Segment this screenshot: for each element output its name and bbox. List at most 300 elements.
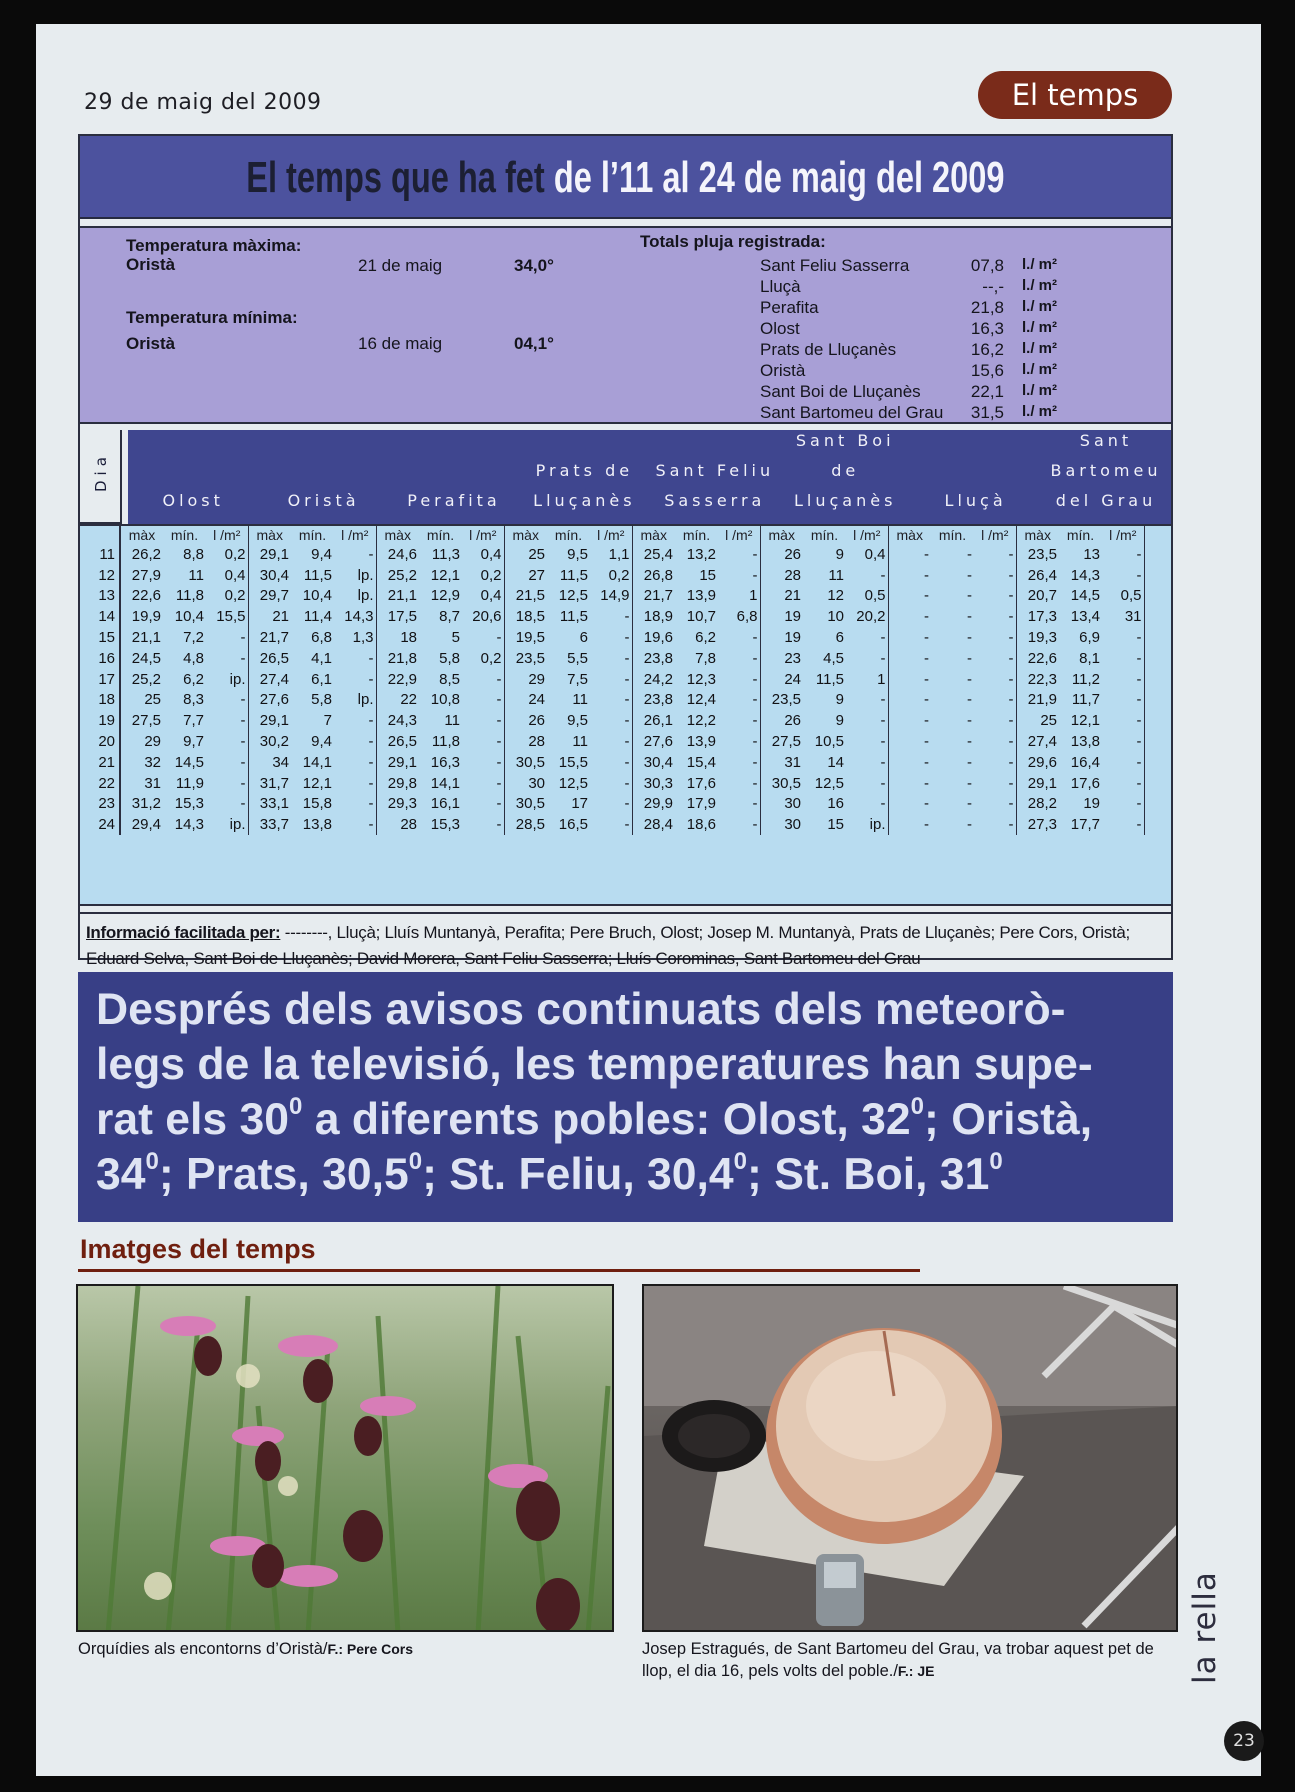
puffball-photo-credit: F.: JE	[897, 1663, 935, 1679]
data-cell: 26	[528, 712, 545, 730]
column-subheader: l /m²	[974, 526, 1016, 544]
data-cell: 11,3	[431, 545, 460, 563]
data-cell: 10,7	[686, 608, 716, 626]
table-row	[80, 586, 1144, 607]
station-header-line: Perafita	[407, 491, 501, 510]
tmin-label: Temperatura mínima:	[126, 308, 298, 327]
station-header-line: Sant Boi de	[795, 431, 895, 480]
data-cell: -	[462, 710, 504, 731]
tmax-label: Temperatura màxima:	[126, 236, 302, 255]
data-cell: 13	[1083, 545, 1100, 563]
data-cell: -	[590, 606, 632, 627]
data-cell: 11	[572, 733, 588, 751]
data-cell: 25,2	[387, 566, 417, 584]
data-cell: -	[718, 544, 760, 565]
data-cell: 22,6	[131, 587, 161, 605]
data-cell: 21,5	[515, 587, 545, 605]
data-cell: 31	[1102, 606, 1144, 627]
orchid-caption	[78, 1638, 618, 1660]
column-subheader: l /m²	[846, 526, 888, 544]
tmin-place: Oristà	[126, 334, 176, 353]
contributors-note	[80, 912, 1171, 968]
data-cell: 13,8	[302, 816, 332, 834]
rain-total-row	[760, 256, 1100, 277]
data-cell: -	[846, 773, 888, 794]
data-cell: lp.	[334, 565, 376, 586]
rain-total-place: Olost	[760, 319, 800, 338]
rain-total-unit: l./ m²	[1022, 382, 1058, 399]
data-cell: 4,8	[183, 649, 204, 667]
data-cell: 23,8	[643, 649, 673, 667]
data-cell: -	[924, 649, 929, 667]
table-row	[80, 648, 1144, 669]
data-cell: -	[462, 794, 504, 815]
data-cell: 11,7	[1071, 691, 1100, 709]
data-cell: 14,3	[1070, 566, 1100, 584]
data-cell: -	[974, 752, 1016, 773]
column-subheader: màx	[128, 527, 156, 543]
data-cell: 15,8	[302, 795, 332, 813]
station-header	[780, 396, 910, 516]
station-header-line	[128, 426, 258, 456]
data-cell: 27	[528, 566, 545, 584]
column-subheader: mín.	[682, 527, 711, 543]
data-cell: 12,3	[686, 670, 716, 688]
column-subheader: mín.	[554, 527, 583, 543]
data-cell: 20,6	[462, 606, 504, 627]
data-cell: 12,1	[430, 566, 460, 584]
data-cell: 8,7	[439, 608, 460, 626]
data-cell: -	[967, 649, 972, 667]
data-cell: -	[206, 731, 248, 752]
data-cell: -	[924, 629, 929, 647]
rain-total-row	[760, 319, 1100, 340]
headline-text	[96, 982, 1156, 1202]
column-subheader: l /m²	[334, 526, 376, 544]
data-cell: 26	[784, 545, 801, 563]
rain-total-unit: l./ m²	[1022, 319, 1058, 336]
newspaper-page	[36, 24, 1261, 1776]
rain-total-place: Sant Bartomeu del Grau	[760, 403, 944, 422]
data-cell: -	[967, 795, 972, 813]
data-cell: 22,9	[387, 670, 417, 688]
station-header-line: Sasserra	[664, 491, 766, 510]
column-subheader: mín.	[170, 527, 199, 543]
data-cell: 21	[784, 587, 801, 605]
data-cell: 30,5	[515, 795, 545, 813]
data-cell: -	[967, 753, 972, 771]
data-cell: 7,5	[567, 670, 588, 688]
data-cell: 23,5	[1027, 545, 1057, 563]
data-cell: 10,4	[174, 608, 204, 626]
data-cell: -	[718, 752, 760, 773]
data-cell: 8,5	[439, 670, 460, 688]
rain-total-value: 16,3	[970, 319, 1004, 338]
data-cell: -	[846, 710, 888, 731]
data-cell: 15,3	[430, 816, 460, 834]
data-cell: 27,5	[771, 733, 801, 751]
data-cell: 31,7	[259, 774, 289, 792]
data-cell: -	[1102, 648, 1144, 669]
data-cell: -	[1102, 544, 1144, 565]
data-cell: -	[974, 565, 1016, 586]
data-cell: 19,5	[515, 629, 545, 647]
data-cell: 26,5	[387, 733, 417, 751]
data-cell: -	[462, 752, 504, 773]
data-cell: -	[718, 690, 760, 711]
day-cell: 20	[80, 731, 120, 752]
data-cell: -	[718, 565, 760, 586]
data-cell: -	[846, 627, 888, 648]
data-cell: 1,3	[334, 627, 376, 648]
table-row	[80, 814, 1144, 835]
day-cell: 23	[80, 794, 120, 815]
data-cell: -	[334, 731, 376, 752]
report-title-dark: El temps que ha fet	[246, 153, 545, 202]
data-cell: 1	[718, 586, 760, 607]
data-cell: -	[924, 545, 929, 563]
data-cell: -	[924, 712, 929, 730]
data-cell: 5,8	[311, 691, 332, 709]
summary-panel	[80, 226, 1171, 424]
station-header-line: Prats de	[535, 461, 634, 480]
data-cell: 16,5	[558, 816, 588, 834]
data-cell: 6	[835, 629, 844, 647]
table-row	[80, 710, 1144, 731]
data-cell: 27,4	[259, 670, 289, 688]
data-cell: 13,9	[686, 733, 716, 751]
day-cell: 18	[80, 690, 120, 711]
data-cell: 18	[400, 629, 417, 647]
data-cell: -	[334, 648, 376, 669]
data-cell: 5,5	[567, 649, 588, 667]
station-header-line	[780, 396, 910, 426]
column-subheader: mín.	[938, 527, 967, 543]
data-cell: -	[462, 627, 504, 648]
data-cell: -	[462, 773, 504, 794]
report-title-light: de l’11 al 24 de maig del 2009	[553, 153, 1005, 202]
data-cell: -	[590, 690, 632, 711]
data-cell: -	[924, 733, 929, 751]
day-column-header	[80, 430, 120, 524]
orchid-photo	[76, 1284, 614, 1632]
data-cell: 9,5	[567, 712, 588, 730]
data-cell: 15,5	[558, 753, 588, 771]
data-cell: 21	[272, 608, 289, 626]
data-cell: -	[1102, 565, 1144, 586]
data-cell: -	[974, 648, 1016, 669]
data-cell: 7,2	[183, 629, 204, 647]
data-cell: 25	[144, 691, 161, 709]
data-cell: 11,8	[175, 587, 204, 605]
images-section-rule	[78, 1269, 920, 1272]
data-cell: -	[1102, 814, 1144, 835]
tmax-value: 34,0°	[514, 256, 554, 275]
data-cell: 28	[528, 733, 545, 751]
station-header-line	[258, 426, 388, 456]
data-cell: -	[1102, 794, 1144, 815]
station-header-line: Oristà	[287, 491, 360, 510]
data-cell: 8,3	[183, 691, 204, 709]
data-cell: 21,8	[387, 649, 417, 667]
data-cell: 28	[400, 816, 417, 834]
data-cell: 12,5	[558, 774, 588, 792]
data-cell: -	[590, 648, 632, 669]
day-subheader	[80, 526, 120, 544]
data-cell: 28,5	[515, 816, 545, 834]
data-cell: 29,8	[387, 774, 417, 792]
data-cell: -	[846, 565, 888, 586]
data-cell: 29,1	[1027, 774, 1057, 792]
data-cell: 8,8	[183, 545, 204, 563]
data-cell: -	[974, 710, 1016, 731]
data-cell: 6,2	[183, 670, 204, 688]
data-cell: 26,5	[259, 649, 289, 667]
data-cell: 20,7	[1027, 587, 1057, 605]
data-cell: -	[206, 710, 248, 731]
data-cell: 29,1	[259, 712, 289, 730]
data-cell: 30	[528, 774, 545, 792]
issue-date: 29 de maig del 2009	[84, 90, 322, 115]
day-cell: 11	[80, 544, 120, 565]
weather-report-box	[78, 134, 1173, 968]
data-cell: 16	[827, 795, 844, 813]
data-cell: 31	[784, 753, 801, 771]
data-cell: 15,3	[174, 795, 204, 813]
data-cell: 0,2	[206, 586, 248, 607]
column-subheader: màx	[640, 527, 667, 543]
day-column-label: Dia	[92, 452, 110, 492]
data-cell: 19	[784, 629, 801, 647]
rain-total-unit: l./ m²	[1022, 340, 1058, 357]
data-cell: 29,9	[643, 795, 673, 813]
column-subheader: l /m²	[590, 526, 632, 544]
data-cell: 16,3	[430, 753, 460, 771]
data-cell: 25	[1040, 712, 1057, 730]
data-cell: 9	[835, 545, 844, 563]
data-cell: 9,7	[183, 733, 204, 751]
table-row	[80, 731, 1144, 752]
data-cell: 22	[400, 691, 417, 709]
data-cell: 22,6	[1027, 649, 1057, 667]
data-cell: 18,6	[686, 816, 716, 834]
report-banner	[80, 136, 1171, 219]
column-subheader: l /m²	[462, 526, 504, 544]
contributors-label: Informació facilitada per:	[86, 923, 281, 942]
rain-total-place: Oristà	[760, 361, 806, 380]
table-row	[80, 544, 1144, 565]
data-cell: 12,9	[430, 587, 460, 605]
table-row	[80, 669, 1144, 690]
data-cell: 9,4	[311, 733, 332, 751]
data-cell: 27,3	[1027, 816, 1057, 834]
data-cell: 14,9	[590, 586, 632, 607]
station-header-line	[910, 456, 1040, 486]
weather-table	[80, 524, 1171, 906]
data-cell: 11,2	[1071, 670, 1100, 688]
data-cell: 6,1	[311, 670, 332, 688]
data-cell: 15	[699, 566, 716, 584]
data-cell: 8,1	[1079, 649, 1100, 667]
rain-total-value: 07,8	[970, 256, 1004, 275]
data-cell: -	[1102, 731, 1144, 752]
data-cell: -	[334, 710, 376, 731]
rain-total-row	[760, 277, 1100, 298]
data-cell: 17,7	[1070, 816, 1100, 834]
images-section-title: Imatges del temps	[80, 1234, 316, 1264]
station-header	[258, 426, 388, 516]
data-cell: 11	[444, 712, 460, 730]
rain-total-row	[760, 361, 1100, 382]
rain-total-row	[760, 298, 1100, 319]
data-cell: -	[924, 691, 929, 709]
data-cell: 11,5	[559, 566, 588, 584]
data-cell: 5	[451, 629, 460, 647]
data-cell: 6,8	[311, 629, 332, 647]
data-cell: 0,4	[462, 544, 504, 565]
data-cell: -	[967, 670, 972, 688]
data-cell: 29,1	[259, 545, 289, 563]
data-cell: -	[1102, 752, 1144, 773]
data-cell: 11,5	[303, 566, 332, 584]
data-cell: 14,3	[174, 816, 204, 834]
data-cell: 31,2	[131, 795, 161, 813]
data-cell: 11,9	[175, 774, 204, 792]
data-cell: 10,5	[814, 733, 844, 751]
data-cell: 10,4	[302, 587, 332, 605]
rain-total-unit: l./ m²	[1022, 361, 1058, 378]
data-cell: 27,5	[131, 712, 161, 730]
data-cell: -	[334, 669, 376, 690]
data-cell: 27,4	[1027, 733, 1057, 751]
data-cell: -	[974, 627, 1016, 648]
day-cell: 14	[80, 606, 120, 627]
column-subheader: mín.	[810, 527, 839, 543]
data-cell: -	[206, 752, 248, 773]
data-cell: 22,3	[1027, 670, 1057, 688]
station-header-line	[650, 426, 780, 456]
data-cell: -	[924, 816, 929, 834]
data-cell: -	[718, 814, 760, 835]
column-subheader: l /m²	[718, 526, 760, 544]
data-cell: 27,9	[131, 566, 161, 584]
rain-total-row	[760, 340, 1100, 361]
data-cell: 0,4	[846, 544, 888, 565]
rain-total-value: 15,6	[970, 361, 1004, 380]
station-header-line	[910, 426, 1040, 456]
data-cell: 24	[528, 691, 545, 709]
data-cell: 0,2	[462, 648, 504, 669]
data-cell: 6,2	[695, 629, 716, 647]
data-cell: -	[334, 814, 376, 835]
data-cell: 15,5	[206, 606, 248, 627]
data-cell: -	[462, 690, 504, 711]
data-cell: 27,6	[643, 733, 673, 751]
tmax-date: 21 de maig	[358, 256, 443, 275]
data-cell: 12,4	[686, 691, 716, 709]
data-cell: 0,5	[1102, 586, 1144, 607]
data-cell: 4,1	[311, 649, 332, 667]
column-subheader: mín.	[298, 527, 327, 543]
data-cell: 11	[188, 566, 204, 584]
data-cell: 0,2	[462, 565, 504, 586]
data-cell: -	[967, 712, 972, 730]
data-cell: 27,6	[259, 691, 289, 709]
rain-total-value: --,-	[982, 277, 1004, 296]
station-header-line: del Grau	[1055, 491, 1157, 510]
data-cell: 10,8	[430, 691, 460, 709]
data-cell: 7,8	[695, 649, 716, 667]
data-cell: 12,1	[1070, 712, 1100, 730]
day-cell: 24	[80, 814, 120, 835]
data-cell: 0,2	[206, 544, 248, 565]
data-cell: -	[967, 608, 972, 626]
data-cell: -	[924, 795, 929, 813]
data-cell: 14,3	[334, 606, 376, 627]
data-cell: -	[334, 773, 376, 794]
data-cell: 25,2	[131, 670, 161, 688]
data-cell: 29,3	[387, 795, 417, 813]
data-cell: 12	[827, 587, 844, 605]
day-cell: 22	[80, 773, 120, 794]
data-cell: 25	[528, 545, 545, 563]
page-number: 23	[1224, 1721, 1264, 1761]
station-header	[1041, 426, 1171, 516]
data-cell: 9	[835, 712, 844, 730]
data-cell: ip.	[206, 814, 248, 835]
tmax-place: Oristà	[126, 255, 176, 274]
data-cell: -	[206, 773, 248, 794]
data-cell: -	[967, 691, 972, 709]
data-cell: -	[462, 731, 504, 752]
data-cell: -	[334, 544, 376, 565]
data-cell: 24,5	[131, 649, 161, 667]
column-subheader: màx	[1024, 527, 1051, 543]
data-cell: 11,5	[815, 670, 844, 688]
data-cell: 29,7	[259, 587, 289, 605]
data-cell: 14,5	[1070, 587, 1100, 605]
data-cell: -	[590, 710, 632, 731]
data-cell: 30,5	[771, 774, 801, 792]
station-header-line: Sant Feliu	[655, 461, 775, 480]
data-cell: 34	[272, 753, 289, 771]
data-cell: 14,1	[430, 774, 460, 792]
day-cell: 21	[80, 752, 120, 773]
data-cell: 11	[828, 566, 844, 584]
table-row	[80, 606, 1144, 627]
section-badge: El temps	[978, 71, 1172, 119]
data-cell: -	[924, 774, 929, 792]
data-cell: -	[967, 587, 972, 605]
data-cell: -	[967, 629, 972, 647]
data-cell: 16,4	[1070, 753, 1100, 771]
data-cell: -	[206, 794, 248, 815]
data-cell: 30	[784, 816, 801, 834]
table-row	[80, 627, 1144, 648]
data-cell: -	[590, 794, 632, 815]
data-cell: -	[590, 814, 632, 835]
station-header-line: Olost	[162, 491, 224, 510]
data-cell: -	[718, 648, 760, 669]
data-cell: 0,5	[846, 586, 888, 607]
weather-data-table	[80, 526, 1145, 835]
puffball-caption	[642, 1638, 1162, 1682]
data-cell: 10	[827, 608, 844, 626]
data-cell: -	[846, 794, 888, 815]
data-cell: -	[846, 752, 888, 773]
data-cell: 29	[528, 670, 545, 688]
data-cell: 1,1	[590, 544, 632, 565]
